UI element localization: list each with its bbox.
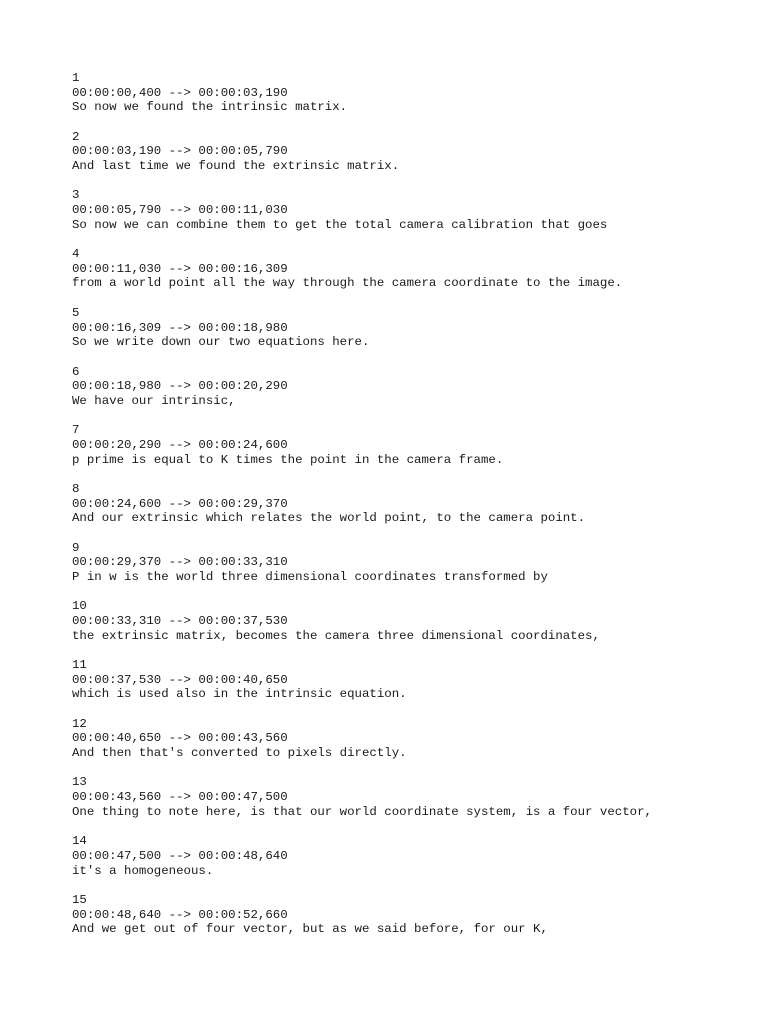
cue-index: 11 — [72, 658, 87, 673]
cue-timing: 00:00:18,980 --> 00:00:20,290 — [72, 379, 288, 394]
cue-index: 6 — [72, 364, 80, 379]
subtitle-cue — [72, 834, 752, 878]
cue-index: 12 — [72, 716, 87, 731]
cue-timing: 00:00:48,640 --> 00:00:52,660 — [72, 907, 288, 922]
cue-timing: 00:00:16,309 --> 00:00:18,980 — [72, 320, 288, 335]
cue-timing: 00:00:11,030 --> 00:00:16,309 — [72, 261, 288, 276]
cue-index: 4 — [72, 247, 80, 262]
cue-index: 9 — [72, 540, 80, 555]
cue-timing: 00:00:29,370 --> 00:00:33,310 — [72, 555, 288, 570]
cue-index: 3 — [72, 188, 80, 203]
cue-timing: 00:00:40,650 --> 00:00:43,560 — [72, 731, 288, 746]
cue-text: the extrinsic matrix, becomes the camera three dimensional coordinates, — [72, 628, 600, 643]
subtitle-cue — [72, 130, 752, 174]
cue-timing: 00:00:47,500 --> 00:00:48,640 — [72, 848, 288, 863]
cue-text: So now we found the intrinsic matrix. — [72, 100, 348, 115]
cue-index: 10 — [72, 599, 87, 614]
cue-text: P in w is the world three dimensional coordinates transformed by — [72, 570, 548, 584]
cue-text: it's a homogeneous. — [72, 863, 214, 878]
cue-timing: 00:00:37,530 --> 00:00:40,650 — [72, 672, 288, 687]
cue-index: 8 — [72, 481, 80, 496]
cue-text: So now we can combine them to get the total camera calibration that goes — [72, 217, 608, 232]
subtitle-cue — [72, 247, 752, 291]
cue-timing: 00:00:24,600 --> 00:00:29,370 — [72, 496, 288, 511]
cue-text: We have our intrinsic, — [72, 393, 236, 408]
cue-text: And then that's converted to pixels directly. — [72, 746, 407, 761]
subtitle-cue — [72, 71, 752, 115]
cue-index: 13 — [72, 775, 87, 790]
cue-timing: 00:00:03,190 --> 00:00:05,790 — [72, 144, 288, 159]
cue-text: So we write down our two equations here. — [72, 335, 370, 350]
cue-index: 2 — [72, 129, 80, 144]
cue-index: 5 — [72, 305, 80, 320]
subtitle-cue — [72, 423, 752, 467]
cue-text: One thing to note here, is that our world coordinate system, is a four vector, — [72, 804, 652, 819]
cue-text: And last time we found the extrinsic matrix. — [72, 159, 400, 174]
subtitle-cue — [72, 599, 752, 643]
subtitle-transcript — [72, 71, 752, 952]
subtitle-cue — [72, 306, 752, 350]
cue-text: And we get out of four vector, but as we said before, for our K, — [72, 922, 548, 937]
subtitle-cue — [72, 658, 752, 702]
subtitle-cue — [72, 365, 752, 409]
cue-index: 15 — [72, 892, 87, 907]
cue-text: which is used also in the intrinsic equation. — [72, 687, 407, 702]
cue-text: And our extrinsic which relates the world point, to the camera point. — [72, 511, 586, 526]
cue-text: from a world point all the way through the camera coordinate to the image. — [72, 276, 623, 291]
subtitle-cue — [72, 188, 752, 232]
cue-index: 1 — [72, 71, 80, 85]
cue-timing: 00:00:20,290 --> 00:00:24,600 — [72, 437, 288, 452]
subtitle-cue — [72, 482, 752, 526]
subtitle-cue — [72, 893, 752, 937]
cue-index: 14 — [72, 834, 87, 849]
cue-timing: 00:00:43,560 --> 00:00:47,500 — [72, 790, 288, 805]
cue-timing: 00:00:05,790 --> 00:00:11,030 — [72, 203, 288, 218]
subtitle-cue — [72, 775, 752, 819]
cue-text: p prime is equal to K times the point in the camera frame. — [72, 452, 504, 467]
cue-index: 7 — [72, 423, 80, 438]
subtitle-cue — [72, 717, 752, 761]
cue-timing: 00:00:00,400 --> 00:00:03,190 — [72, 85, 288, 100]
cue-timing: 00:00:33,310 --> 00:00:37,530 — [72, 614, 288, 629]
subtitle-cue — [72, 541, 752, 585]
